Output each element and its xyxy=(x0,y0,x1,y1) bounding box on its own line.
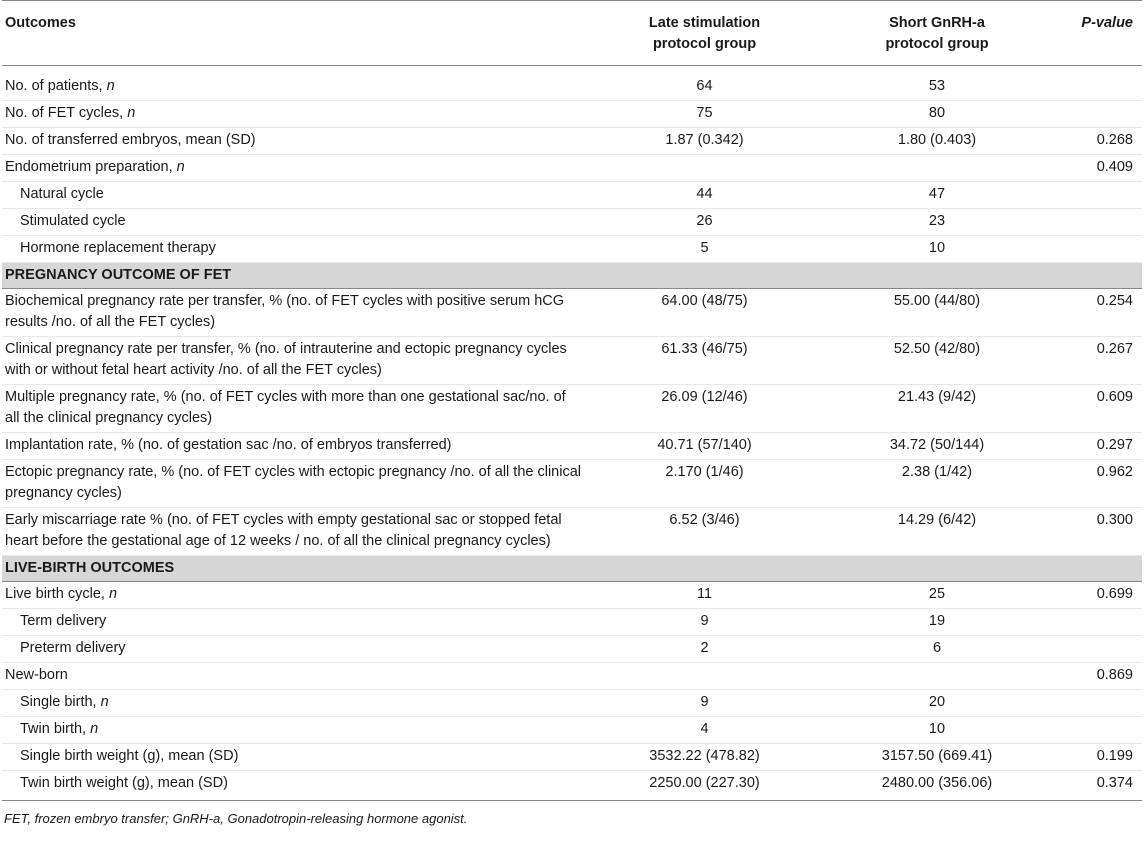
header-late-stimulation xyxy=(587,1,822,66)
row-label xyxy=(2,744,587,771)
row-label-text: Twin birth, xyxy=(20,721,91,737)
table-row xyxy=(2,209,1142,236)
table-row xyxy=(2,508,1142,556)
p-value: 0.962 xyxy=(1052,460,1142,508)
short-gnrh-value: 52.50 (42/80) xyxy=(822,337,1052,385)
p-value xyxy=(1052,66,1142,101)
row-label xyxy=(2,771,587,801)
table-row xyxy=(2,433,1142,460)
header-short-line1: Short GnRH-a xyxy=(889,15,985,31)
row-label xyxy=(2,236,587,263)
p-value: 0.609 xyxy=(1052,385,1142,433)
late-stimulation-value xyxy=(587,155,822,182)
table-row xyxy=(2,460,1142,508)
short-gnrh-value xyxy=(822,663,1052,690)
table-row xyxy=(2,182,1142,209)
table-row xyxy=(2,771,1142,801)
row-label xyxy=(2,609,587,636)
row-label xyxy=(2,582,587,609)
row-label xyxy=(2,155,587,182)
table-row xyxy=(2,582,1142,609)
row-label xyxy=(2,128,587,155)
late-stimulation-value xyxy=(587,663,822,690)
header-late-line1: Late stimulation xyxy=(648,15,761,31)
section-title: LIVE-BIRTH OUTCOMES xyxy=(2,556,1142,582)
p-value: 0.374 xyxy=(1052,771,1142,801)
table-row xyxy=(2,128,1142,155)
row-label xyxy=(2,433,587,460)
p-value xyxy=(1052,609,1142,636)
short-gnrh-value: 6 xyxy=(822,636,1052,663)
row-label-text: Natural cycle xyxy=(20,186,104,202)
p-value xyxy=(1052,236,1142,263)
row-label xyxy=(2,508,587,556)
row-label-text: Live birth cycle, xyxy=(5,586,109,602)
p-value: 0.300 xyxy=(1052,508,1142,556)
p-value xyxy=(1052,209,1142,236)
row-label-italic-suffix: n xyxy=(127,105,136,121)
late-stimulation-value: 9 xyxy=(587,609,822,636)
table-row xyxy=(2,66,1142,101)
header-short-line2: protocol group xyxy=(885,36,989,52)
late-stimulation-value: 64.00 (48/75) xyxy=(587,289,822,337)
row-label xyxy=(2,101,587,128)
row-label-text: Ectopic pregnancy rate, % (no. of FET cycles with ectopic pregnancy /no. of all the clinical pregnancy cycles) xyxy=(5,464,581,501)
short-gnrh-value: 55.00 (44/80) xyxy=(822,289,1052,337)
short-gnrh-value: 23 xyxy=(822,209,1052,236)
table-row xyxy=(2,101,1142,128)
row-label-text: Biochemical pregnancy rate per transfer, % (no. of FET cycles with positive serum hCG results /no. of all the FET cycles) xyxy=(5,293,565,330)
short-gnrh-value: 80 xyxy=(822,101,1052,128)
short-gnrh-value: 47 xyxy=(822,182,1052,209)
late-stimulation-value: 3532.22 (478.82) xyxy=(587,744,822,771)
row-label xyxy=(2,636,587,663)
p-value: 0.199 xyxy=(1052,744,1142,771)
late-stimulation-value: 75 xyxy=(587,101,822,128)
section-header-row xyxy=(2,263,1142,289)
row-label xyxy=(2,66,587,101)
row-label xyxy=(2,690,587,717)
short-gnrh-value: 53 xyxy=(822,66,1052,101)
p-value: 0.268 xyxy=(1052,128,1142,155)
table-row xyxy=(2,744,1142,771)
short-gnrh-value: 20 xyxy=(822,690,1052,717)
table-row xyxy=(2,236,1142,263)
short-gnrh-value: 10 xyxy=(822,717,1052,744)
row-label-text: Single birth weight (g), mean (SD) xyxy=(20,748,239,764)
table-row xyxy=(2,609,1142,636)
row-label xyxy=(2,289,587,337)
table-footnote: FET, frozen embryo transfer; GnRH-a, Gonadotropin-releasing hormone agonist. xyxy=(4,811,468,826)
table-row xyxy=(2,717,1142,744)
row-label-italic-suffix: n xyxy=(90,721,99,737)
row-label-italic-suffix: n xyxy=(176,159,185,175)
table-row xyxy=(2,155,1142,182)
p-value xyxy=(1052,717,1142,744)
table-row xyxy=(2,289,1142,337)
late-stimulation-value: 2.170 (1/46) xyxy=(587,460,822,508)
table-row xyxy=(2,663,1142,690)
row-label-text: New-born xyxy=(5,667,68,683)
header-pvalue-text: P-value xyxy=(1081,15,1133,31)
p-value: 0.699 xyxy=(1052,582,1142,609)
row-label-text: Multiple pregnancy rate, % (no. of FET cycles with more than one gestational sac/no. of all the clinical pregnancy cycles) xyxy=(5,389,566,426)
section-title: PREGNANCY OUTCOME OF FET xyxy=(2,263,1142,289)
row-label-text: Single birth, xyxy=(20,694,101,710)
header-outcomes-text: Outcomes xyxy=(5,15,76,31)
outcomes-table xyxy=(2,0,1142,801)
row-label-italic-suffix: n xyxy=(100,694,109,710)
row-label-text: Twin birth weight (g), mean (SD) xyxy=(20,775,228,791)
p-value xyxy=(1052,636,1142,663)
row-label-text: Term delivery xyxy=(20,613,107,629)
header-pvalue xyxy=(1052,1,1142,66)
p-value xyxy=(1052,101,1142,128)
short-gnrh-value: 21.43 (9/42) xyxy=(822,385,1052,433)
row-label-text: Endometrium preparation, xyxy=(5,159,177,175)
row-label-text: Preterm delivery xyxy=(20,640,126,656)
table-body xyxy=(2,66,1142,801)
row-label xyxy=(2,182,587,209)
late-stimulation-value: 4 xyxy=(587,717,822,744)
table-row xyxy=(2,337,1142,385)
header-late-line2: protocol group xyxy=(652,36,757,52)
row-label-text: No. of transferred embryos, mean (SD) xyxy=(5,132,256,148)
p-value: 0.409 xyxy=(1052,155,1142,182)
late-stimulation-value: 2 xyxy=(587,636,822,663)
header-short-gnrh xyxy=(822,1,1052,66)
row-label-text: Hormone replacement therapy xyxy=(20,240,216,256)
late-stimulation-value: 26 xyxy=(587,209,822,236)
short-gnrh-value: 1.80 (0.403) xyxy=(822,128,1052,155)
short-gnrh-value: 34.72 (50/144) xyxy=(822,433,1052,460)
row-label-text: Early miscarriage rate % (no. of FET cycles with empty gestational sac or stopped fetal heart before the gestational age of 12 weeks / no. of all the clinical pregnancy cycles) xyxy=(5,512,562,549)
short-gnrh-value: 10 xyxy=(822,236,1052,263)
late-stimulation-value: 26.09 (12/46) xyxy=(587,385,822,433)
short-gnrh-value: 14.29 (6/42) xyxy=(822,508,1052,556)
row-label xyxy=(2,337,587,385)
short-gnrh-value: 19 xyxy=(822,609,1052,636)
row-label xyxy=(2,460,587,508)
row-label-text: Clinical pregnancy rate per transfer, % (no. of intrauterine and ectopic pregnancy cycles with or without fetal heart activity /no. of all the FET cycles) xyxy=(5,341,567,378)
late-stimulation-value: 2250.00 (227.30) xyxy=(587,771,822,801)
p-value xyxy=(1052,182,1142,209)
p-value xyxy=(1052,690,1142,717)
row-label-text: No. of FET cycles, xyxy=(5,105,128,121)
late-stimulation-value: 61.33 (46/75) xyxy=(587,337,822,385)
row-label-text: Implantation rate, % (no. of gestation sac /no. of embryos transferred) xyxy=(5,437,452,453)
late-stimulation-value: 5 xyxy=(587,236,822,263)
late-stimulation-value: 64 xyxy=(587,66,822,101)
short-gnrh-value: 2.38 (1/42) xyxy=(822,460,1052,508)
p-value: 0.869 xyxy=(1052,663,1142,690)
short-gnrh-value: 25 xyxy=(822,582,1052,609)
p-value: 0.254 xyxy=(1052,289,1142,337)
late-stimulation-value: 44 xyxy=(587,182,822,209)
row-label xyxy=(2,717,587,744)
p-value: 0.267 xyxy=(1052,337,1142,385)
table-row xyxy=(2,385,1142,433)
short-gnrh-value: 2480.00 (356.06) xyxy=(822,771,1052,801)
p-value: 0.297 xyxy=(1052,433,1142,460)
row-label-text: Stimulated cycle xyxy=(20,213,126,229)
table-row xyxy=(2,636,1142,663)
header-outcomes xyxy=(2,1,587,66)
late-stimulation-value: 11 xyxy=(587,582,822,609)
late-stimulation-value: 1.87 (0.342) xyxy=(587,128,822,155)
late-stimulation-value: 6.52 (3/46) xyxy=(587,508,822,556)
row-label xyxy=(2,385,587,433)
row-label-italic-suffix: n xyxy=(106,78,115,94)
late-stimulation-value: 40.71 (57/140) xyxy=(587,433,822,460)
late-stimulation-value: 9 xyxy=(587,690,822,717)
row-label-italic-suffix: n xyxy=(108,586,118,602)
row-label xyxy=(2,663,587,690)
table-header-row xyxy=(2,1,1142,66)
short-gnrh-value: 3157.50 (669.41) xyxy=(822,744,1052,771)
short-gnrh-value xyxy=(822,155,1052,182)
row-label xyxy=(2,209,587,236)
row-label-text: No. of patients, xyxy=(5,78,107,94)
table-row xyxy=(2,690,1142,717)
section-header-row xyxy=(2,556,1142,582)
